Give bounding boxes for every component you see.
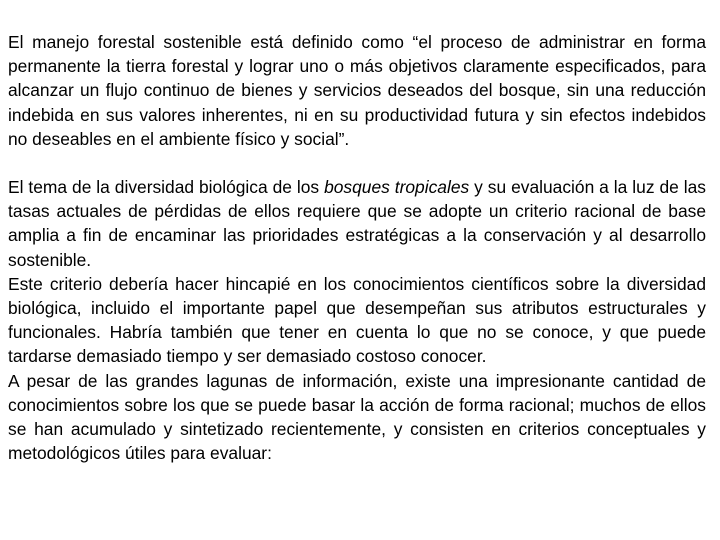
paragraph-biodiversity-lead: El tema de la diversidad biológica de los [8,177,325,198]
paragraph-biodiversity-rest: y su evaluación a la luz de las tasas actuales de pérdidas de ellos requiere que se adopte un criterio racional de base amplia a fin de encaminar las prioridades estratégicas a la conservación y al desarrollo sostenible. [8,177,706,270]
document-body [8,30,706,465]
paragraph-spacer [8,151,706,175]
italic-term: bosques tropicales [324,177,470,198]
paragraph-definition: El manejo forestal sostenible está definido como “el proceso de administrar en forma permanente la tierra forestal y lograr uno o más objetivos claramente especificados, para alcanzar un flujo continuo de bienes y servicios deseados del bosque, sin una reducción indebida en sus valores inherentes, ni en su productividad futura y sin efectos indebidos no deseables en el ambiente físico y social”. [8,32,706,149]
paragraph-criterion: Este criterio debería hacer hincapié en los conocimientos científicos sobre la diversidad biológica, incluido el importante papel que desempeñan sus atributos estructurales y funcionales. Habría también que tener en cuenta lo que no se conoce, y que puede tardarse demasiado tiempo y ser demasiado costoso conocer. [8,273,706,367]
paragraph-knowledge: A pesar de las grandes lagunas de información, existe una impresionante cantidad de conocimientos sobre los que se puede basar la acción de forma racional; muchos de ellos se han acumulado y sintetizado recientemente, y consisten en criterios conceptuales y metodológicos útiles para evaluar: [8,370,706,464]
paragraph-biodiversity [8,175,706,272]
